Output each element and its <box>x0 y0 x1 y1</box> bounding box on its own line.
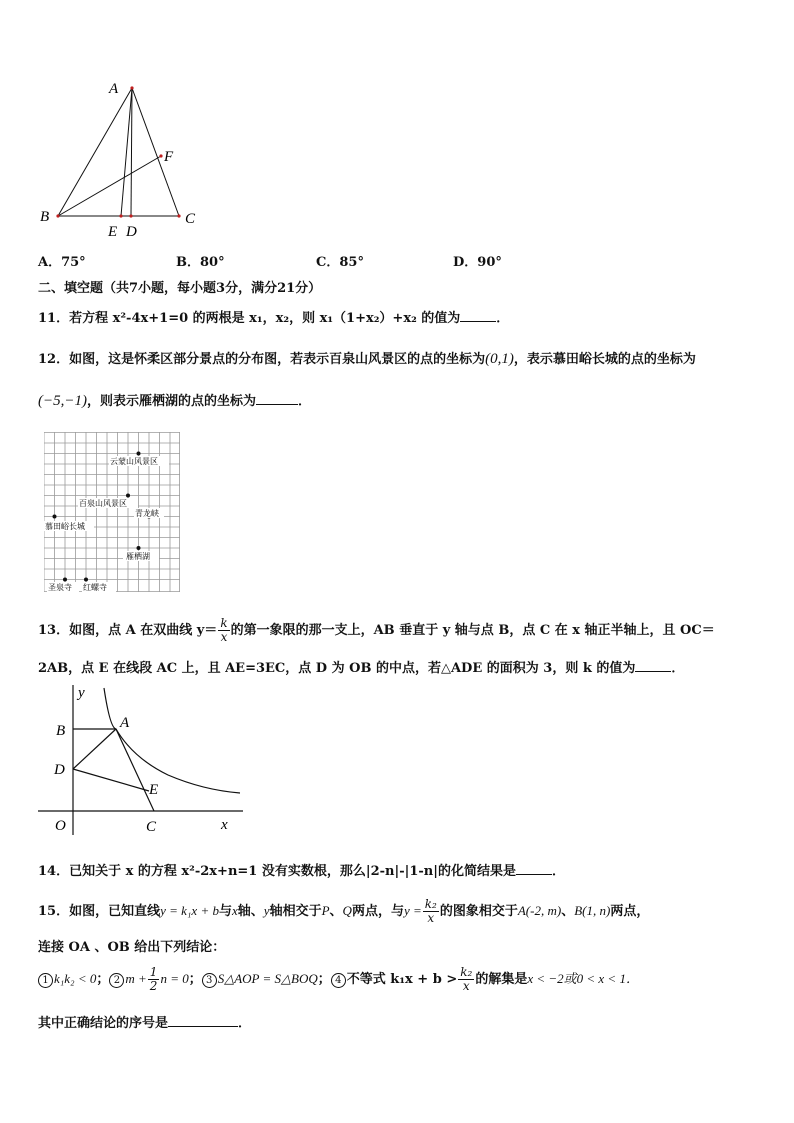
label-D: D <box>126 224 137 240</box>
q13-text-2: 的第一象限的那一支上，AB 垂直于 y 轴与点 B，点 C 在 x 轴正半轴上，且 OC＝ <box>230 623 715 638</box>
answer-blank <box>635 659 671 672</box>
q15-p: P <box>321 903 330 918</box>
question-15-line2: 连接 OA 、OB 给出下列结论： <box>38 940 226 955</box>
question-15-line4 <box>38 1012 251 1031</box>
label-B: B <box>40 209 50 225</box>
q15-text: 两点，与 <box>351 904 404 919</box>
q12-text-2: ，表示慕田峪长城的点的坐标为 <box>513 352 696 367</box>
separator: ； <box>188 972 202 987</box>
conclusion-3: S△AOP = S△BOQ <box>217 971 318 986</box>
map-label-yanqi: 雁栖湖 <box>126 552 150 561</box>
map-label-yunmeng: 云蒙山风景区 <box>110 457 158 466</box>
map-label-qinglong: 青龙峡 <box>135 509 159 518</box>
triangle-figure <box>35 75 210 240</box>
option-d: D．90° <box>453 255 502 270</box>
conclusion-2: n = 0 <box>160 971 189 986</box>
q12-coord-1: (0,1) <box>485 351 514 367</box>
label-B: B <box>56 723 66 739</box>
conclusion-1-marker: 1 <box>38 973 53 988</box>
q15-point-a: A(-2, m) <box>517 903 562 918</box>
q15-text: 、 <box>329 904 343 919</box>
q15-text: 其中正确结论的序号是 <box>38 1016 169 1031</box>
label-E: E <box>149 782 159 798</box>
q15-text: 轴、 <box>237 904 264 919</box>
q15-text: 与 <box>218 904 232 919</box>
q13-text-3: 2AB，点 E 在线段 AC 上，且 AE=3EC，点 D 为 OB 的中点，若△ADE 的面积为 3，则 k 的值为 <box>38 661 636 676</box>
conclusion-4-solution: x < −2或0 < x < 1． <box>527 971 639 986</box>
conclusion-2-marker: 2 <box>109 973 124 988</box>
answer-blank <box>256 392 298 405</box>
conclusion-1: k₁k₂ < 0 <box>54 971 97 986</box>
label-F: F <box>164 149 174 165</box>
conclusion-3-marker: 3 <box>202 973 217 988</box>
q15-text: 的图象相交于 <box>439 904 518 919</box>
q15-x: x <box>231 903 238 918</box>
label-E: E <box>108 224 118 240</box>
conclusion-4-marker: 4 <box>331 973 346 988</box>
section-header: 二、填空题（共7小题，每小题3分，满分21分） <box>38 281 322 296</box>
q12-text-1: 12．如图，这是怀柔区部分景点的分布图，若表示百泉山风景区的点的坐标为 <box>38 352 486 367</box>
separator: ； <box>96 972 110 987</box>
question-11 <box>38 307 509 326</box>
answer-blank <box>168 1014 238 1027</box>
q15-q: Q <box>342 903 352 918</box>
option-b: B．80° <box>176 255 225 270</box>
scenic-map-grid <box>44 432 180 592</box>
q13-text-1: 13．如图，点 A 在双曲线 y＝ <box>38 623 218 638</box>
option-c: C．85° <box>316 255 364 270</box>
q15-fraction: $\frac{\text{k₂}}{x}$ <box>424 897 437 925</box>
question-12-line2 <box>38 390 311 410</box>
axis-y-label: y <box>78 685 85 701</box>
conclusion-4: 的解集是 <box>475 972 528 987</box>
q13-fraction: $\frac{k}{x}$ <box>220 616 228 644</box>
question-15-line1 <box>38 896 649 927</box>
q11-text: 11．若方程 x²-4x+1=0 的两根是 x₁，x₂，则 x₁（1+x₂）+x₂ 的值为 <box>38 311 461 326</box>
axis-x-label: x <box>221 817 228 833</box>
label-C: C <box>185 211 196 227</box>
conclusion-2-fraction: $\frac{1}{2}$ <box>149 965 158 993</box>
question-15-line3 <box>38 964 639 995</box>
question-13-line1 <box>38 617 715 645</box>
label-C: C <box>146 819 157 835</box>
map-label-baiquan: 百泉山风景区 <box>79 499 127 508</box>
answer-blank <box>516 862 552 875</box>
q15-y: y <box>263 903 270 918</box>
conclusion-4-fraction: $\frac{\text{k₂}}{x}$ <box>460 965 473 993</box>
q15-suffix: ． <box>238 1016 252 1031</box>
question-13-line2 <box>38 657 684 676</box>
map-label-hongluo: 红螺寺 <box>83 583 107 592</box>
label-O: O <box>55 818 66 834</box>
answer-blank <box>460 309 496 322</box>
separator: ； <box>317 972 331 987</box>
label-A: A <box>120 715 130 731</box>
q15-text: 两点， <box>610 904 650 919</box>
q13-suffix: ． <box>671 661 685 676</box>
q15-text: 轴相交于 <box>269 904 322 919</box>
q14-suffix: ． <box>551 864 565 879</box>
map-label-shengquan: 圣泉寺 <box>48 583 72 592</box>
q15-text: 、 <box>561 904 575 919</box>
q14-text: 14．已知关于 x 的方程 x²-2x+n=1 没有实数根，那么|2-n|-|1-n|的化简结果是 <box>38 864 516 879</box>
q11-suffix: ． <box>496 311 510 326</box>
map-label-mutianyu: 慕田峪长城 <box>45 522 85 531</box>
q12-text-3: ，则表示雁栖湖的点的坐标为 <box>86 394 256 409</box>
conclusion-2: m + <box>125 971 147 986</box>
conclusion-4: 不等式 k₁x + b > <box>346 972 458 987</box>
label-D: D <box>54 762 65 778</box>
hyperbola-figure <box>38 680 248 840</box>
question-12-line1 <box>38 348 696 368</box>
q15-y-eq: y = <box>403 903 422 918</box>
question-14 <box>38 860 565 879</box>
q15-point-b: B(1, n) <box>574 903 611 918</box>
q12-suffix: ． <box>298 394 312 409</box>
q12-coord-2: (−5,−1) <box>38 393 87 409</box>
q15-line-eq: y = k₁x + b <box>160 903 219 918</box>
option-a: A．75° <box>38 255 86 270</box>
q15-text: 15．如图，已知直线 <box>38 904 161 919</box>
label-A: A <box>109 81 119 97</box>
